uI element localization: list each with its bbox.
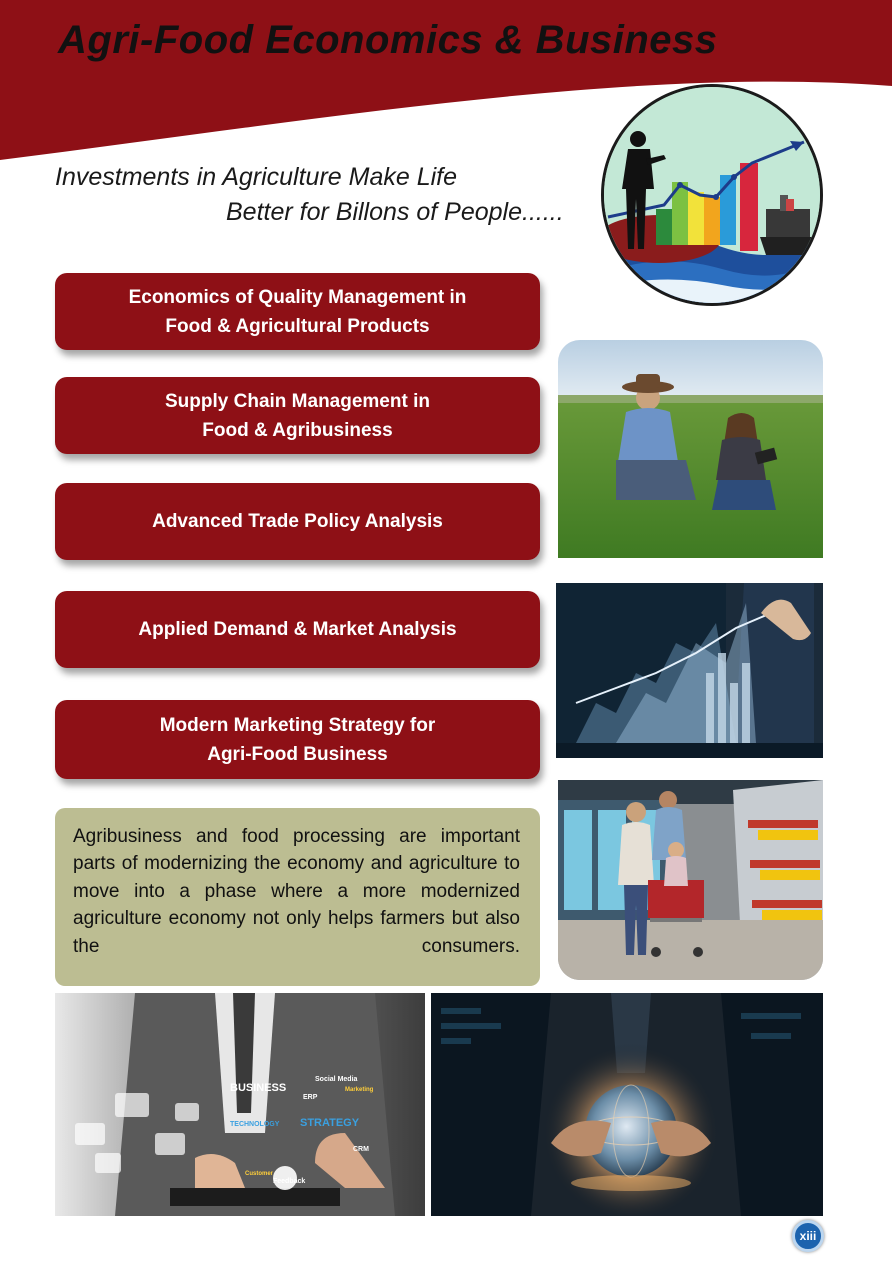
course-button-demand-market[interactable]: Applied Demand & Market Analysis xyxy=(55,591,540,668)
business-strategy-tablet-photo xyxy=(55,993,425,1216)
tablet-label-customer: Customer xyxy=(245,1171,274,1177)
course-button-quality-management[interactable]: Economics of Quality Management in Food & Agricultural Products xyxy=(55,273,540,350)
course-button-supply-chain[interactable]: Supply Chain Management in Food & Agribusiness xyxy=(55,377,540,454)
farmers-in-field-photo xyxy=(558,340,823,558)
supermarket-family-photo xyxy=(558,780,823,980)
page-title: Agri-Food Economics & Business xyxy=(58,18,718,62)
description-text: Agribusiness and food processing are important parts of modernizing the economy and agriculture to move into a phase where a more modernized agriculture economy not only helps farmers but also the consumers. xyxy=(55,808,540,986)
course-button-marketing-strategy[interactable]: Modern Marketing Strategy for Agri-Food Business xyxy=(55,700,540,779)
tablet-label-strategy: STRATEGY xyxy=(300,1117,360,1129)
tagline-line-2: Better for Billons of People...... xyxy=(226,198,564,226)
tablet-label-business: BUSINESS xyxy=(230,1082,287,1094)
tablet-label-crm: CRM xyxy=(353,1146,369,1153)
course-button-trade-policy[interactable]: Advanced Trade Policy Analysis xyxy=(55,483,540,560)
page-number-badge: xiii xyxy=(792,1220,824,1252)
growth-chart-logo xyxy=(601,84,823,306)
tablet-label-feedback: Feedback xyxy=(273,1178,306,1185)
glowing-globe-hands-photo xyxy=(431,993,823,1216)
tablet-label-marketing: Marketing xyxy=(345,1087,374,1093)
tagline-line-1: Investments in Agriculture Make Life xyxy=(55,163,458,191)
tablet-label-technology: TECHNOLOGY xyxy=(230,1121,280,1128)
tablet-label-erp: ERP xyxy=(303,1094,318,1101)
tablet-label-social-media: Social Media xyxy=(315,1076,358,1083)
market-analytics-photo xyxy=(556,583,823,758)
